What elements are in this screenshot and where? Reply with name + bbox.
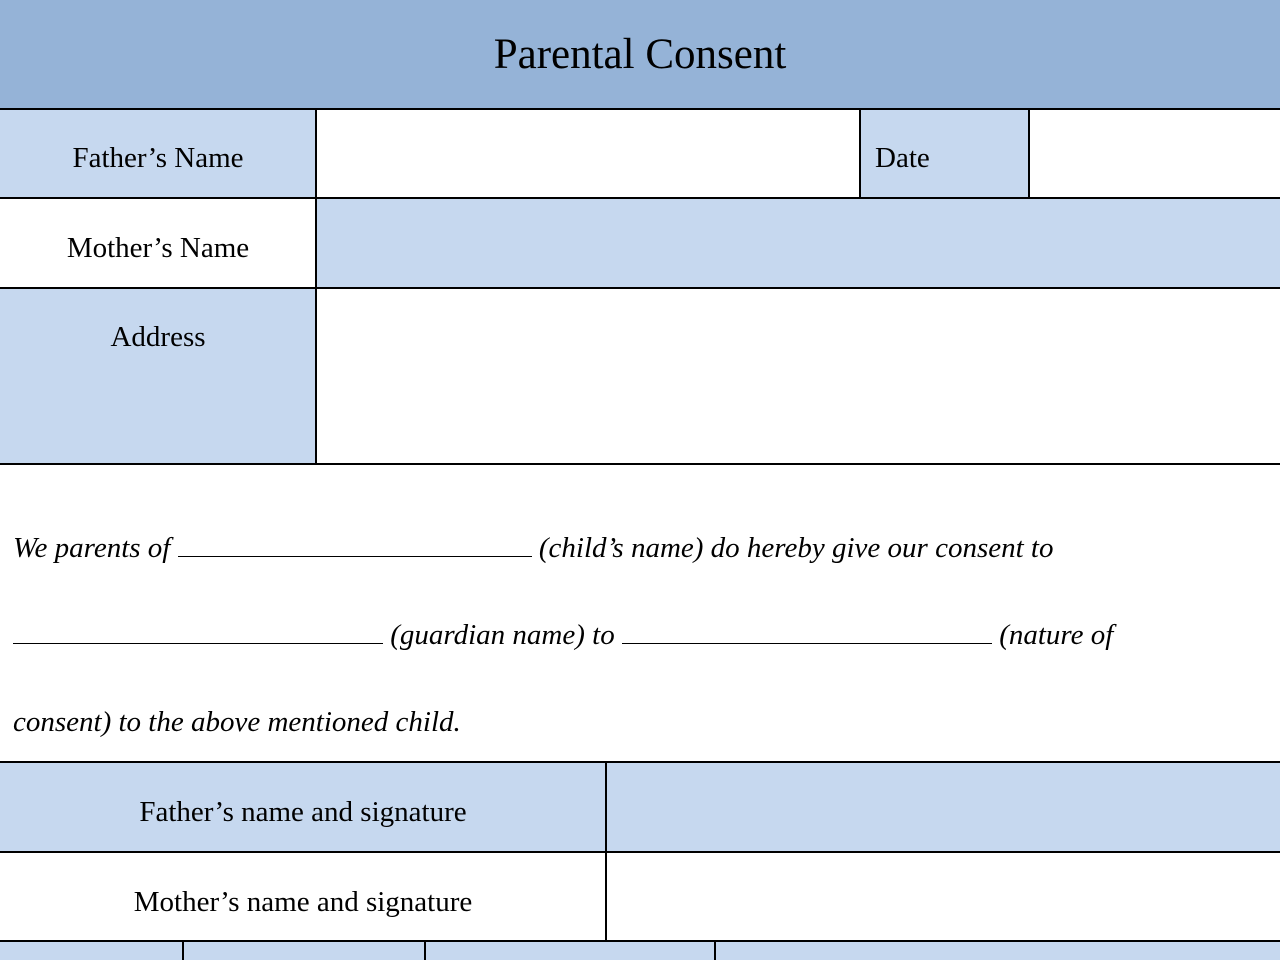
consent-text: (guardian name) to <box>390 619 615 651</box>
mother-signature-label-cell <box>0 852 606 941</box>
father-signature-label: Father’s name and signature <box>139 796 467 828</box>
consent-text: (nature of <box>999 619 1114 651</box>
divider <box>0 108 1280 110</box>
bottom-row-cell <box>0 941 1280 960</box>
consent-text: (child’s name) do hereby give our consent to <box>538 532 1054 564</box>
consent-line-2 <box>13 619 1113 652</box>
divider <box>424 941 426 960</box>
date-label-cell <box>860 109 1029 198</box>
mother-name-label-cell <box>0 198 316 288</box>
divider <box>859 109 861 198</box>
consent-text: We parents of <box>13 532 171 564</box>
date-label: Date <box>875 142 930 174</box>
guardian-name-blank[interactable] <box>13 621 383 644</box>
child-name-blank[interactable] <box>178 534 532 557</box>
date-field[interactable] <box>1029 109 1280 198</box>
mother-name-field[interactable] <box>316 198 1280 288</box>
divider <box>315 109 317 464</box>
address-label: Address <box>110 321 206 353</box>
father-name-label: Father’s Name <box>72 142 244 174</box>
father-name-label-cell <box>0 109 316 198</box>
divider <box>0 287 1280 289</box>
divider <box>1028 109 1030 198</box>
form-header <box>0 0 1280 109</box>
mother-signature-label: Mother’s name and signature <box>133 886 473 918</box>
divider <box>182 941 184 960</box>
mother-name-label: Mother’s Name <box>66 232 250 264</box>
address-label-cell <box>0 288 316 464</box>
page-title: Parental Consent <box>493 31 787 78</box>
divider <box>0 463 1280 465</box>
divider <box>714 941 716 960</box>
mother-signature-field[interactable] <box>606 852 1280 941</box>
nature-of-consent-blank[interactable] <box>622 621 992 644</box>
consent-line-1 <box>13 532 1053 565</box>
father-name-field[interactable] <box>316 109 860 198</box>
divider <box>0 197 1280 199</box>
consent-line-3: consent) to the above mentioned child. <box>13 706 461 738</box>
divider <box>0 851 1280 853</box>
divider <box>0 940 1280 942</box>
father-signature-label-cell <box>0 762 606 852</box>
address-field[interactable] <box>316 288 1280 464</box>
divider <box>0 761 1280 763</box>
divider <box>605 762 607 941</box>
father-signature-field[interactable] <box>606 762 1280 852</box>
